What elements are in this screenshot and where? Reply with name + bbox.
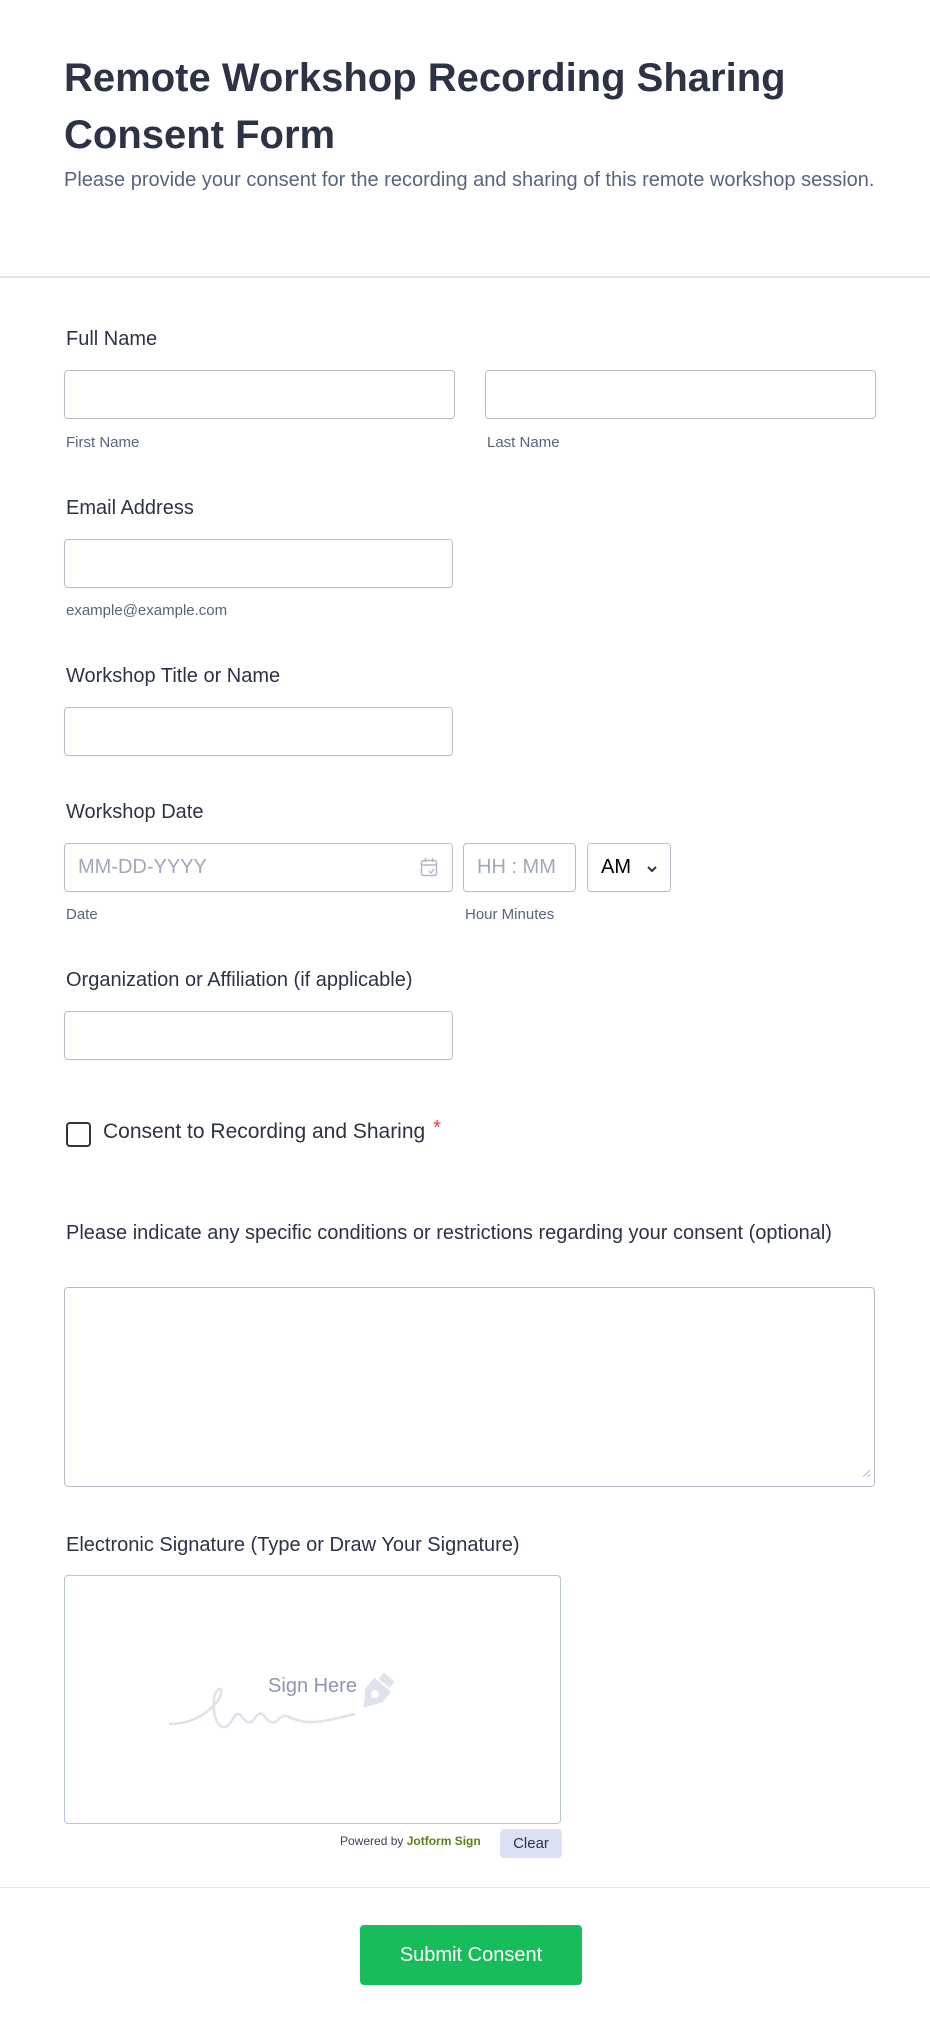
consent-label-text: Consent to Recording and Sharing [103, 1120, 426, 1143]
conditions-textarea[interactable] [64, 1287, 875, 1487]
full-name-label: Full Name [66, 328, 158, 350]
submit-button[interactable]: Submit Consent [360, 1925, 582, 1985]
signature-label: Electronic Signature (Type or Draw Your Signature) [66, 1534, 520, 1556]
sign-here-placeholder: Sign Here [268, 1675, 357, 1697]
jotform-sign-link[interactable]: Jotform Sign [406, 1834, 481, 1848]
resize-handle-icon[interactable] [861, 1465, 871, 1483]
workshop-date-label: Workshop Date [66, 801, 204, 823]
powered-by-text [340, 1834, 481, 1848]
date-placeholder: MM-DD-YYYY [78, 856, 207, 878]
footer-divider [0, 1887, 930, 1888]
signature-pad[interactable] [64, 1575, 561, 1824]
time-sublabel: Hour Minutes [465, 906, 555, 923]
form-title: Remote Workshop Recording Sharing Consent Form [64, 56, 786, 157]
header-divider [0, 276, 930, 278]
first-name-input[interactable] [64, 370, 455, 419]
email-sublabel: example@example.com [66, 602, 228, 619]
form-subtitle: Please provide your consent for the recording and sharing of this remote workshop session. [64, 169, 875, 191]
consent-label[interactable] [103, 1117, 442, 1144]
email-input[interactable] [64, 539, 453, 588]
calendar-icon[interactable] [420, 857, 438, 882]
time-placeholder: HH : MM [477, 856, 556, 878]
organization-label: Organization or Affiliation (if applicable) [66, 969, 413, 991]
clear-signature-button[interactable]: Clear [500, 1829, 562, 1858]
required-asterisk: * [433, 1117, 442, 1139]
first-name-sublabel: First Name [66, 434, 140, 451]
chevron-down-icon [646, 861, 658, 879]
consent-checkbox[interactable] [66, 1122, 91, 1147]
last-name-sublabel: Last Name [487, 434, 560, 451]
time-input[interactable] [463, 843, 576, 892]
workshop-title-input[interactable] [64, 707, 453, 756]
powered-by-label: Powered by [340, 1834, 404, 1848]
conditions-label: Please indicate any specific conditions or restrictions regarding your consent (optional) [66, 1222, 832, 1244]
last-name-input[interactable] [485, 370, 876, 419]
ampm-select[interactable] [587, 843, 671, 892]
organization-input[interactable] [64, 1011, 453, 1060]
date-input[interactable] [64, 843, 453, 892]
workshop-title-label: Workshop Title or Name [66, 665, 281, 687]
date-sublabel: Date [66, 906, 98, 923]
email-label: Email Address [66, 497, 194, 519]
ampm-value: AM [601, 856, 631, 878]
